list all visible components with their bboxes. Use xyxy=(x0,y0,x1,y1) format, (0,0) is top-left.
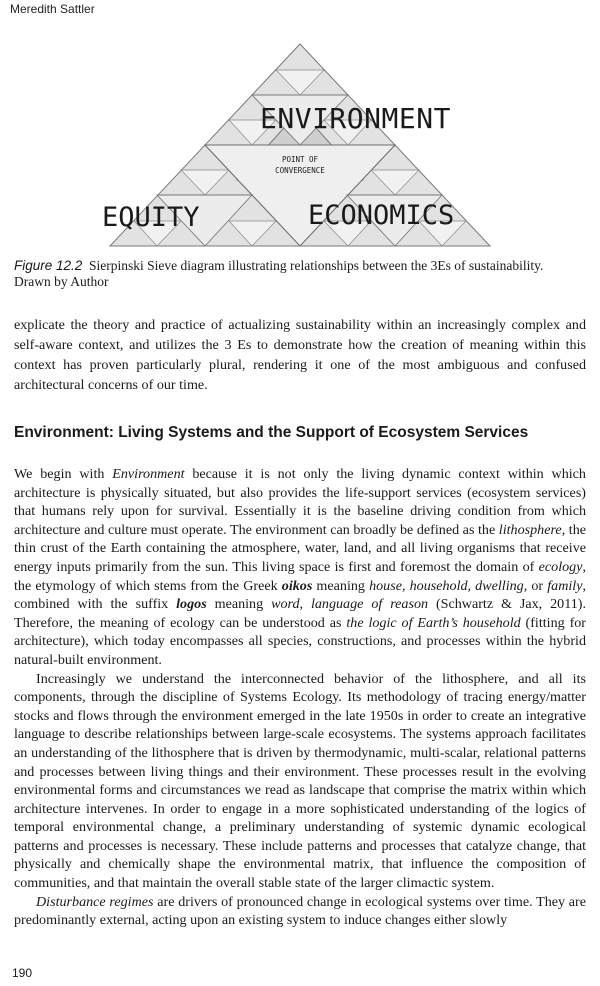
sierpinski-figure xyxy=(90,40,510,252)
figure-caption xyxy=(14,258,586,290)
intro-paragraph xyxy=(14,315,586,395)
emphasis: logos xyxy=(176,596,207,613)
emphasis: lithosphere xyxy=(498,521,562,538)
running-head: Meredith Sattler xyxy=(10,2,95,16)
emphasis: oikos xyxy=(281,577,313,594)
emphasis: Disturbance regimes xyxy=(36,893,154,910)
page-number: 190 xyxy=(12,966,33,980)
section-body xyxy=(14,465,586,930)
figure-credit: Drawn by Author xyxy=(14,274,109,289)
label-convergence: CONVERGENCE xyxy=(275,166,325,175)
emphasis: family xyxy=(547,577,583,594)
paragraph-3: Disturbance regimes are drivers of pronounced change in ecological systems over time. They are predominantly external, acting upon an existing system to induce changes either slowly xyxy=(14,893,586,929)
label-environment: ENVIRONMENT xyxy=(260,102,451,135)
emphasis: the logic of Earth’s household xyxy=(346,614,521,631)
intro-text: explicate the theory and practice of actualizing sustainability within an increasingly complex and self-aware context, and utilizes the 3 Es to demonstrate how the creation of meaning within this context has proven particularly plural, rendering it one of the most ambiguous and confused architectural concerns of our time. xyxy=(14,317,586,393)
sierpinski-sieve-diagram xyxy=(90,40,510,252)
figure-caption-text: Sierpinski Sieve diagram illustrating relationships between the 3Es of sustainability. xyxy=(89,258,544,273)
label-point-of: POINT OF xyxy=(281,155,319,164)
figure-label: Figure 12.2 xyxy=(14,258,83,273)
section-heading: Environment: Living Systems and the Support of Ecosystem Services xyxy=(14,424,529,441)
label-economics: ECONOMICS xyxy=(308,200,455,231)
emphasis: ecology xyxy=(538,558,583,575)
paragraph-1: We begin with Environment because it is not only the living dynamic context within which architecture is physically situated, but also provides the life-support services (ecosystem services) that humans rely upon for survival. Essentially it is the baseline driving condition from which architecture and culture must operate. The environment can broadly be defined as the lithosphere, the thin crust of the Earth containing the atmosphere, water, land, and all living organisms that receive energy inputs primarily from the sun. This living space is first and foremost the domain of ecology, the etymology of which stems from the Greek oikos meaning house, household, dwelling, or family, combined with the suffix logos meaning word, language of reason (Schwartz & Jax, 2011). Therefore, the meaning of ecology can be understood as the logic of Earth’s household (fitting for architecture), which today encompasses all species, constructions, and processes within the hybrid natural-built environment. xyxy=(14,466,586,668)
emphasis: Environment xyxy=(112,466,185,482)
emphasis: word, language of reason xyxy=(271,596,429,613)
emphasis: house, household, dwelling, xyxy=(369,577,528,594)
paragraph-2: Increasingly we understand the interconnected behavior of the lithosphere, and all its components, through the discipline of Systems Ecology. Its methodology of tracing energy/matter stocks and flows through the environment emerged in the late 1950s in order to create an integrative language to describe relationships between large-scale ecosystems. The systems approach facilitates an understanding of the lithosphere that is driven by thermodynamic, multi-scalar, relational patterns and processes between living things and their environment. These processes result in the evolving environmental forms and circumstances we read as landscape that comprise the matrix within which architecture intervenes. In order to engage in a more sophisticated understanding of the logics of temporal environmental change, a preliminary understanding of systemic dynamic ecological patterns and processes is necessary. These include patterns and processes that catalyze change, that physically and chemically shape the environmental matrix, that influence the composition of communities, and that maintain the overall stable state of the larger climactic system. xyxy=(14,670,586,892)
label-equity: EQUITY xyxy=(102,202,200,233)
